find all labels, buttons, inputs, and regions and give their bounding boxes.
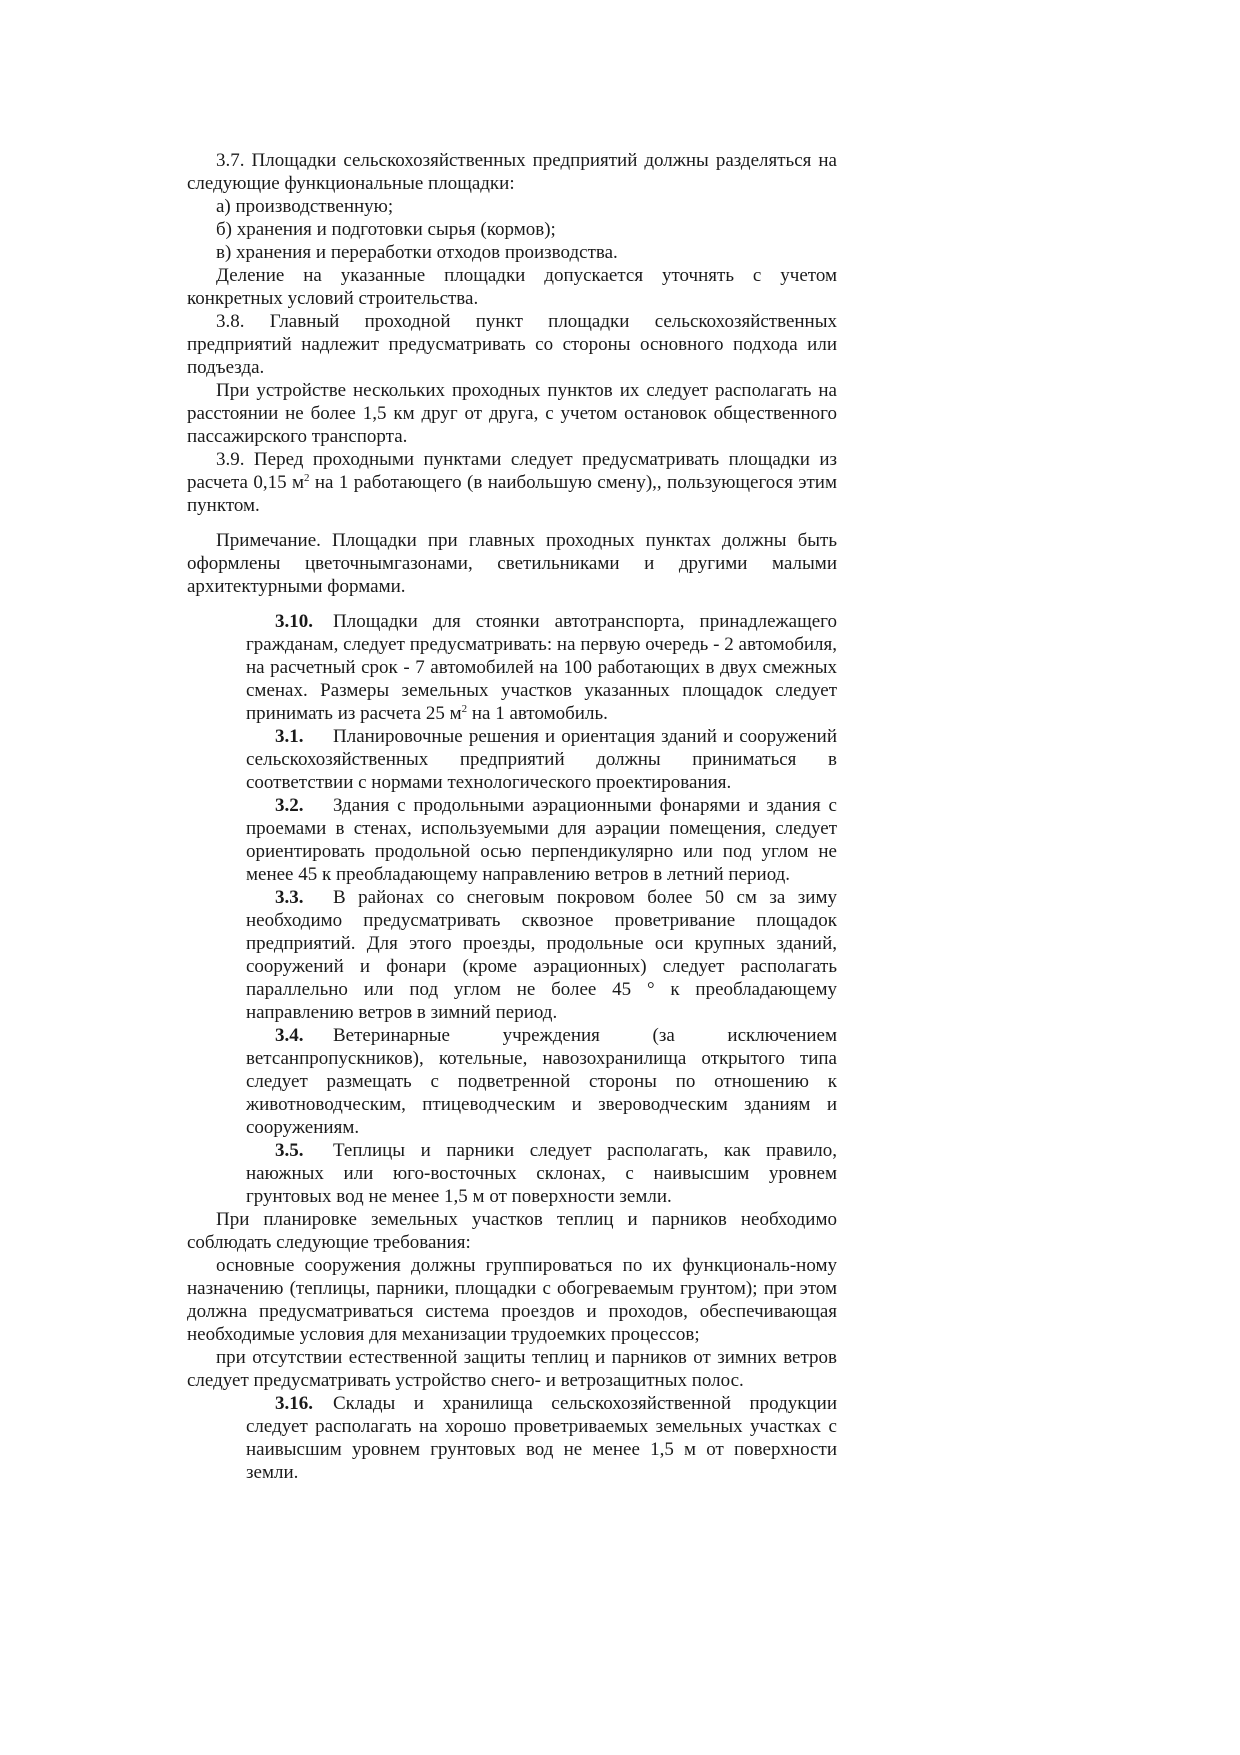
paragraph-3-9-text: 3.9. Перед проходными пунктами следует предусматривать площадки из расчета 0,15 м	[187, 449, 837, 493]
paragraph-3-10-text-end: на 1 автомобиль.	[467, 703, 608, 724]
list-item-a: а) производственную;	[216, 196, 394, 217]
paragraph-3-10	[246, 610, 837, 725]
paragraph-3-7-note: Деление на указанные площадки допускается уточнять с учетом конкретных условий строительства.	[187, 265, 837, 309]
paragraph-3-9	[187, 448, 837, 517]
clause-number: 3.4.	[275, 1025, 304, 1046]
paragraph-3-1	[246, 725, 837, 794]
superscript: 2	[304, 472, 310, 484]
paragraph-3-5	[246, 1139, 837, 1208]
document-page	[187, 149, 837, 1484]
list-item-b: б) хранения и подготовки сырья (кормов);	[216, 219, 556, 240]
superscript: 2	[461, 703, 468, 715]
paragraph-3-3	[246, 886, 837, 1024]
paragraph-3-7: 3.7. Площадки сельскохозяйственных предприятий должны разделяться на следующие функциональные площадки:	[187, 150, 837, 194]
clause-number: 3.2.	[275, 795, 304, 816]
paragraph-3-5-continued: При планировке земельных участков теплиц и парников необходимо соблюдать следующие требования:	[187, 1209, 837, 1253]
paragraph-3-8: 3.8. Главный проходной пункт площадки сельскохозяйственных предприятий надлежит предусматривать со стороны основного подхода или подъезда.	[187, 311, 837, 378]
clause-number: 3.10.	[275, 611, 313, 632]
note-paragraph: Примечание. Площадки при главных проходных пунктах должны быть оформлены цветочнымгазонами, светильниками и другими малыми архитектурными формами.	[187, 530, 837, 597]
list-item-c: в) хранения и переработки отходов производства.	[216, 242, 618, 263]
paragraph-text: Склады и хранилища сельскохозяйственной продукции следует располагать на хорошо проветриваемых земельных участках с наивысшим уровнем грунтовых вод не менее 1,5 м от поверхности земли.	[246, 1393, 837, 1483]
requirement-item-1: основные сооружения должны группироваться по их функциональ-ному назначению (теплицы, парники, площадки с обогреваемым грунтом); при этом должна предусматриваться система проездов и проходов, обеспечивающая необходимые условия для механизации трудоемких процессов;	[187, 1255, 837, 1345]
paragraph-3-4	[246, 1024, 837, 1139]
clause-number: 3.1.	[275, 726, 304, 747]
paragraph-text: Ветеринарные учреждения (за исключением ветсанпропускников), котельные, навозохранилища открытого типа следует размещать с подветренной стороны по отношению к животноводческим, птицеводческим и звероводческим зданиям и сооружениям.	[246, 1025, 837, 1138]
paragraph-3-2	[246, 794, 837, 886]
paragraph-text: Здания с продольными аэрационными фонарями и здания с проемами в стенах, используемыми для аэрации помещения, следует ориентировать продольной осью перпендикулярно или под углом не менее 45 к преобладающему направлению ветров в летний период.	[246, 795, 837, 885]
paragraph-3-8-continued: При устройстве нескольких проходных пунктов их следует располагать на расстоянии не более 1,5 км друг от друга, с учетом остановок общественного пассажирского транспорта.	[187, 380, 837, 447]
clause-number: 3.16.	[275, 1393, 313, 1414]
paragraph-3-16	[246, 1392, 837, 1484]
paragraph-text: Теплицы и парники следует располагать, как правило, наюжных или юго-восточных склонах, с наивысшим уровнем грунтовых вод не менее 1,5 м от поверхности земли.	[246, 1140, 837, 1207]
paragraph-text: В районах со снеговым покровом более 50 см за зиму необходимо предусматривать сквозное проветривание площадок предприятий. Для этого проезды, продольные оси крупных зданий, сооружений и фонари (кроме аэрационных) следует располагать параллельно или под углом не более 45 ° к преобладающему направлению ветров в зимний период.	[246, 887, 837, 1023]
clause-number: 3.5.	[275, 1140, 304, 1161]
requirement-item-2: при отсутствии естественной защиты теплиц и парников от зимних ветров следует предусматривать устройство снего- и ветрозащитных полос.	[187, 1347, 837, 1391]
paragraph-3-9-text-end: на 1 работающего (в наибольшую смену),, пользующегося этим пунктом.	[187, 472, 837, 516]
clause-number: 3.3.	[275, 887, 304, 908]
paragraph-3-10-text: Площадки для стоянки автотранспорта, принадлежащего гражданам, следует предусматривать: на первую очередь - 2 автомобиля, на расчетный срок - 7 автомобилей на 100 работающих в двух смежных сменах. Размеры земельных участков указанных площадок следует принимать из расчета 25 м	[246, 611, 837, 724]
paragraph-text: Планировочные решения и ориентация зданий и сооружений сельскохозяйственных предприятий должны приниматься в соответствии с нормами технологического проектирования.	[246, 726, 837, 793]
